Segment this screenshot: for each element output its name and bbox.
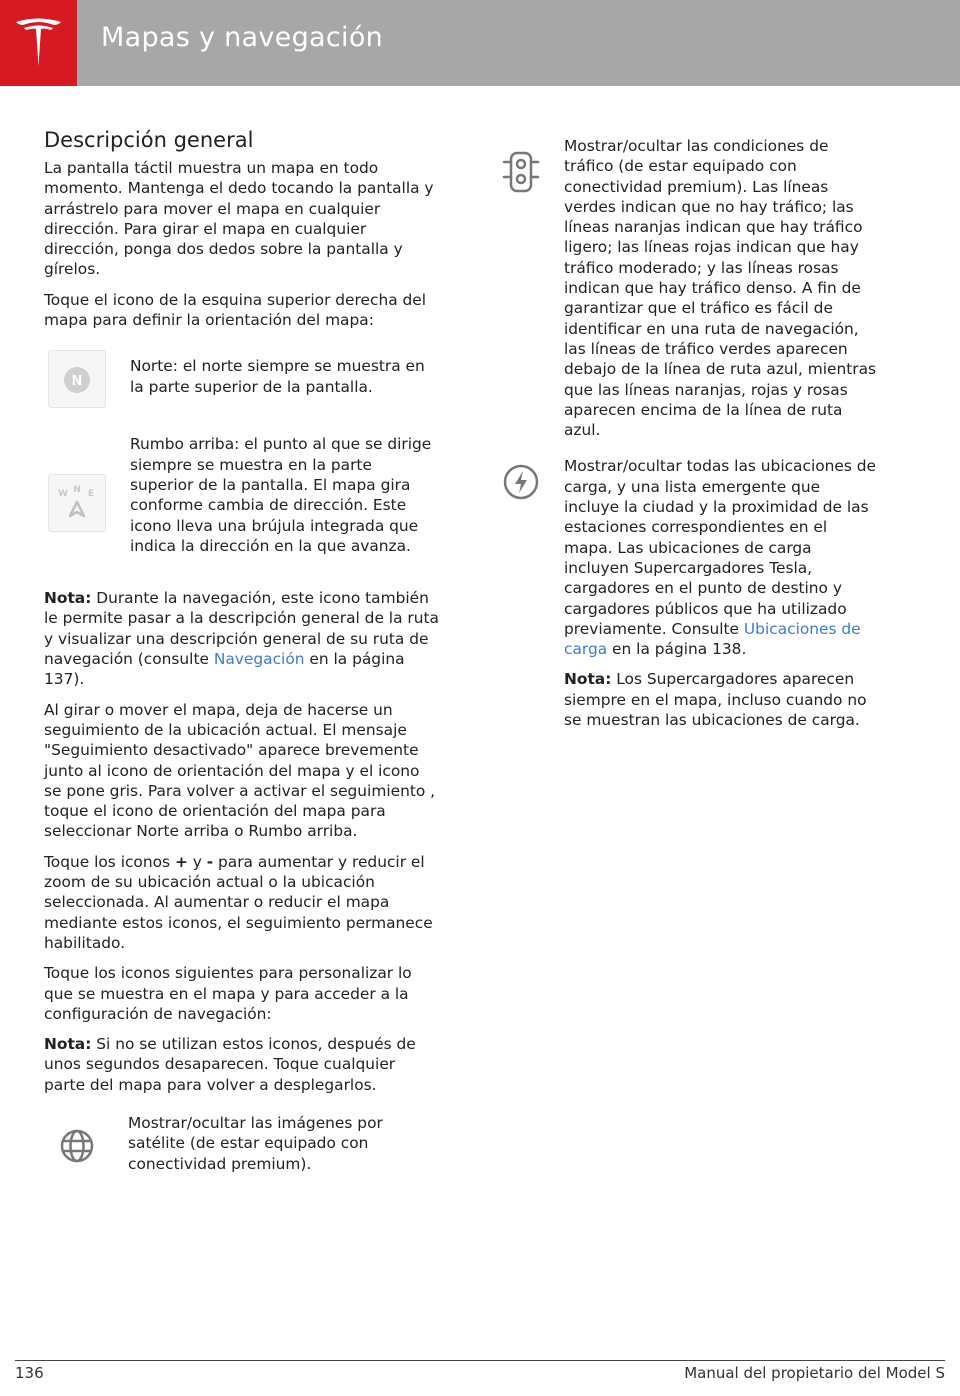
traffic-row	[488, 136, 878, 440]
customize-paragraph: Toque los iconos siguientes para personalizar lo que se muestra en el mapa y para acceder a la configuración de navegación:	[44, 964, 412, 1023]
charging-locations-link[interactable]: Ubicaciones de carga	[564, 619, 861, 659]
footer-divider	[15, 1360, 945, 1361]
satellite-description: Mostrar/ocultar las imágenes por satélite (de estar equipado con conectividad premium).	[128, 1113, 383, 1173]
traffic-light-icon	[501, 150, 541, 194]
tracking-paragraph: Al girar o mover el mapa, deja de hacerse un seguimiento de la ubicación actual. El mensaje "Seguimiento desactivado" aparece brevemente junto al icono de orientación del mapa y el icono se pone gris. Para volver a activar el seguimiento , toque el icono de orientación del mapa para seleccionar Norte arriba o Rumbo arriba.	[44, 700, 436, 841]
charging-bolt-icon	[501, 462, 541, 502]
traffic-description: Mostrar/ocultar las condiciones de tráfico (de estar equipado con conectividad premium). Las líneas verdes indican que no hay tráfico; las líneas naranjas indican que hay tráfico ligero; las líneas rojas indican que hay tráfico moderado; y las líneas rosas indican que hay tráfico denso. A fin de garantizar que el tráfico es fácil de identificar en una ruta de navegación, las líneas de tráfico verdes aparecen debajo de la línea de ruta azul, mientras que las líneas naranjas, rojas y rosas aparecen encima de la línea de ruta azul.	[564, 137, 877, 440]
satellite-globe-icon	[58, 1127, 96, 1165]
svg-text:N: N	[73, 485, 81, 496]
north-up-icon	[48, 350, 106, 408]
navigation-link[interactable]: Navegación	[213, 650, 305, 669]
tesla-logo	[0, 0, 77, 86]
note-icons-hide: Nota: Si no se utilizan estos iconos, después de unos segundos desaparecen. Toque cualquier parte del mapa para volver a desplegarlos.	[44, 1035, 416, 1094]
heading-up-icon	[48, 474, 106, 532]
intro-paragraph: La pantalla táctil muestra un mapa en todo momento. Mantenga el dedo tocando la pantalla y arrástrelo para mover el mapa en cualquier dirección. Para girar el mapa en cualquier dirección, ponga dos dedos sobre la pantalla y gírelos.	[44, 159, 434, 279]
left-column	[44, 128, 439, 1174]
orientation-paragraph: Toque el icono de la esquina superior derecha del mapa para definir la orientación del mapa:	[44, 290, 427, 330]
page-number: 136	[15, 1364, 44, 1382]
svg-text:W: W	[58, 489, 68, 500]
page-header	[0, 0, 960, 86]
note-navigation: Nota: Durante la navegación, este icono también le permite pasar a la descripción general de la ruta y visualizar una descripción general de su ruta de navegación (consulte Navegación en la página 137).	[44, 589, 439, 689]
north-up-description: Norte: el norte siempre se muestra en la parte superior de la pantalla.	[130, 357, 425, 396]
right-column	[488, 136, 878, 740]
heading-up-row	[44, 434, 439, 556]
heading-up-description: Rumbo arriba: el punto al que se dirige siempre se muestra en la parte superior de la pantalla. El mapa gira conforme cambia de dirección. Este icono lleva una brújula integrada que indica la dirección en la que avanza.	[130, 435, 432, 555]
charging-description: Mostrar/ocultar todas las ubicaciones de carga, y una lista emergente que incluye la ciudad y la proximidad de las estaciones correspondientes en el mapa. Las ubicaciones de carga incluyen Supercargadores Tesla, cargadores en el punto de destino y cargadores públicos que ha utilizado previamente. Consulte Ubicaciones de carga en la página 138.	[564, 457, 877, 659]
tesla-logo-icon	[12, 16, 65, 72]
page-title: Mapas y navegación	[101, 22, 384, 53]
zoom-paragraph: Toque los iconos + y - para aumentar y reducir el zoom de su ubicación actual o la ubicación seleccionada. Al aumentar o reducir el mapa mediante estos iconos, el seguimiento permanece habilitado.	[44, 852, 433, 952]
charging-row	[488, 456, 878, 659]
manual-title: Manual del propietario del Model S	[684, 1364, 945, 1382]
satellite-row	[44, 1113, 439, 1174]
section-heading: Descripción general	[44, 128, 254, 152]
svg-text:N: N	[71, 374, 83, 390]
note-superchargers: Nota: Los Supercargadores aparecen siempre en el mapa, incluso cuando no se muestran las ubicaciones de carga.	[564, 670, 867, 730]
minus-symbol: -	[206, 852, 214, 871]
svg-text:E: E	[87, 489, 95, 500]
plus-symbol: +	[174, 852, 188, 871]
north-up-row	[44, 350, 439, 408]
